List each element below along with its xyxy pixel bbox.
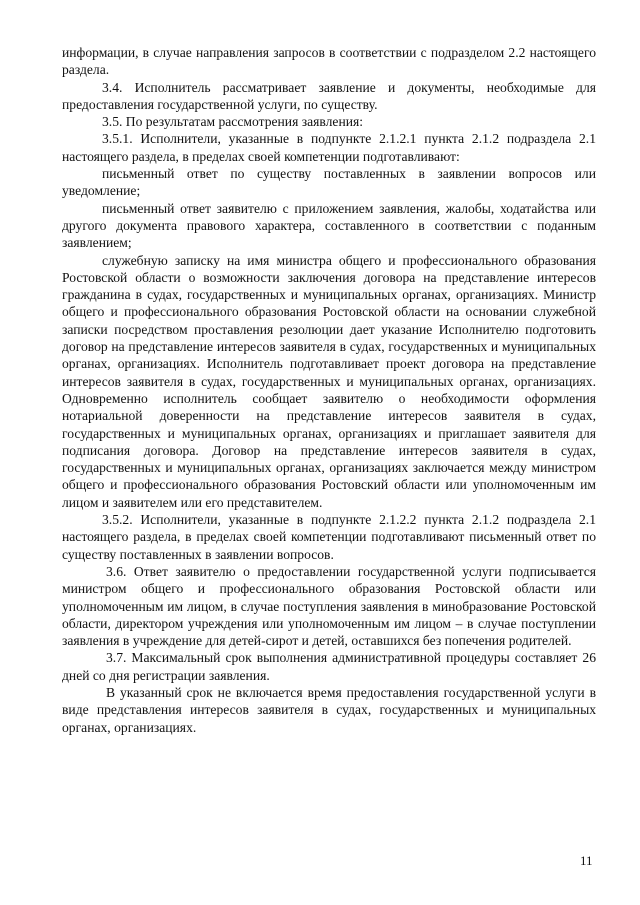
paragraph-3-5-2: 3.5.2. Исполнители, указанные в подпункте 2.1.2.2 пункта 2.1.2 подраздела 2.1 настоящего раздела, в пределах своей компетенции подготавливают письменный ответ по существу поставленных в заявлении вопросов. <box>62 512 596 562</box>
paragraph-continuation: информации, в случае направления запросов в соответствии с подразделом 2.2 настоящего раздела. <box>62 45 596 78</box>
paragraph-3-4: 3.4. Исполнитель рассматривает заявление и документы, необходимые для предоставления государственной услуги, по существу. <box>62 79 596 112</box>
paragraph-3-5-1: 3.5.1. Исполнители, указанные в подпункте 2.1.2.1 пункта 2.1.2 подраздела 2.1 настоящего раздела, в пределах своей компетенции подготавливают: <box>62 131 596 164</box>
page-number: 11 <box>580 853 593 868</box>
paragraph-service-note: служебную записку на имя министра общего и профессионального образования Ростовской области о возможности заключения договора на представление интересов гражданина в судах, государственных и муниципальных органах, организациях. Министр общего и профессионального образования Ростовской области на основании служебной записки посредством проставления резолюции дает указание Исполнителю подготовить договор на представление интересов заявителя в судах, государственных и муниципальных органах, организациях. Исполнитель подготавливает проект договора на представление интересов заявителя в судах, государственных и муниципальных органах, организациях. Одновременно исполнитель сообщает заявителю о необходимости оформления нотариальной доверенности на представление интересов заявителя в судах, государственных и муниципальных органах, организациях и приглашает заявителя для подписания договора. Договор на представление интересов заявителя в судах, государственных и муниципальных органах, организациях заключается между министром общего и профессионального образования Ростовский области или уполномоченным им лицом и заявителем или его представителем. <box>62 252 596 510</box>
paragraph-3-6: 3.6. Ответ заявителю о предоставлении государственной услуги подписывается министром общего и профессионального образования Ростовской области или уполномоченным им лицом, в случае поступления заявления в минобразование Ростовской области, директором учреждения или уполномоченным им лицом – в случае поступлении заявления в учреждение для детей-сирот и детей, оставшихся без попечения родителей. <box>62 563 596 649</box>
paragraph-3-5: 3.5. По результатам рассмотрения заявления: <box>102 114 364 130</box>
paragraph-answer-with-attachment: письменный ответ заявителю с приложением заявления, жалобы, ходатайства или другого документа правового характера, составленного в соответствии с поданным заявлением; <box>62 200 596 251</box>
paragraph-3-7: 3.7. Максимальный срок выполнения административной процедуры составляет 26 дней со дня регистрации заявления. <box>62 650 596 683</box>
document-body <box>62 44 596 736</box>
paragraph-time-exclusion: В указанный срок не включается время предоставления государственной услуги в виде представления интересов заявителя в судах, государственных и муниципальных органах, организациях. <box>62 684 596 735</box>
paragraph-written-answer: письменный ответ по существу поставленных в заявлении вопросов или уведомление; <box>62 166 596 199</box>
